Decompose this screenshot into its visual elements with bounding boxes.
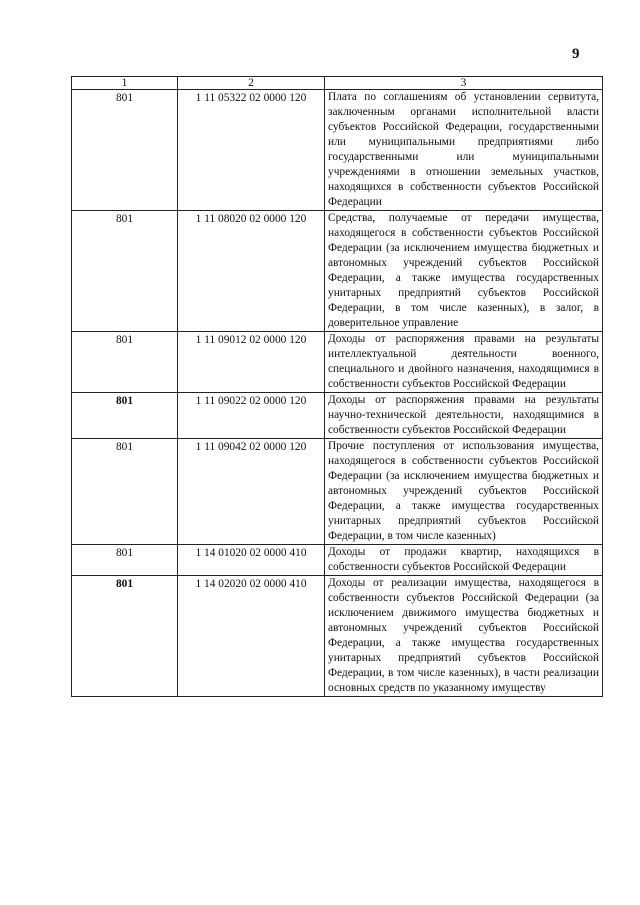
description-cell: Доходы от распоряжения правами на результаты интеллектуальной деятельности военного, специального и двойного назначения, находящимися в собственности субъектов Российской Федерации: [325, 332, 603, 393]
table-header-row: [72, 77, 603, 90]
admin-code-cell: [72, 545, 178, 576]
admin-code-cell: [72, 393, 178, 439]
admin-code-cell: [72, 439, 178, 545]
admin-code-cell: [72, 211, 178, 332]
kbk-code: 1 14 02020 02 0000 410: [195, 578, 307, 590]
kbk-cell: [178, 439, 325, 545]
table-row: [72, 545, 603, 576]
kbk-code: 1 11 09042 02 0000 120: [195, 441, 307, 453]
kbk-code: 1 14 01020 02 0000 410: [195, 547, 307, 559]
table-body: [72, 90, 603, 697]
description-cell: Доходы от реализации имущества, находящегося в собственности субъектов Российской Федерации (за исключением движимого имущества бюджетных и автономных учреждений субъектов Российской Федерации, а также имущества государственных унитарных предприятий субъектов Российской Федерации, в том числе казенных), в части реализации основных средств по указанному имуществу: [325, 576, 603, 697]
table-row: [72, 393, 603, 439]
admin-code: 801: [115, 547, 134, 559]
description-cell: Средства, получаемые от передачи имущества, находящегося в собственности субъектов Российской Федерации (за исключением имущества бюджетных и автономных учреждений субъектов Российской Федерации, а также имущества государственных унитарных предприятий субъектов Российской Федерации, в том числе казенных), в залог, в доверительное управление: [325, 211, 603, 332]
column-header-3: 3: [325, 77, 603, 90]
description-cell: Доходы от продажи квартир, находящихся в собственности субъектов Российской Федерации: [325, 545, 603, 576]
admin-code: 801: [115, 334, 134, 346]
kbk-code: 1 11 09022 02 0000 120: [195, 395, 307, 407]
admin-code-cell: [72, 332, 178, 393]
kbk-code: 1 11 05322 02 0000 120: [195, 92, 307, 104]
kbk-code: 1 11 08020 02 0000 120: [195, 213, 307, 225]
kbk-cell: [178, 211, 325, 332]
admin-code: 801: [115, 441, 134, 453]
kbk-cell: [178, 90, 325, 211]
kbk-code: 1 11 09012 02 0000 120: [195, 334, 307, 346]
kbk-cell: [178, 545, 325, 576]
admin-code: 801: [115, 578, 134, 590]
admin-code: 801: [115, 395, 134, 407]
table-row: [72, 211, 603, 332]
table-row: [72, 576, 603, 697]
kbk-cell: [178, 332, 325, 393]
column-header-2: 2: [178, 77, 325, 90]
column-header-1: 1: [72, 77, 178, 90]
table-row: [72, 90, 603, 211]
kbk-cell: [178, 576, 325, 697]
page-number: 9: [572, 46, 580, 62]
description-cell: Плата по соглашениям об установлении сервитута, заключенным органами исполнительной власти субъектов Российской Федерации, государственными или муниципальными предприятиями либо государственными или муниципальными учреждениями в отношении земельных участков, находящихся в собственности субъектов Российской Федерации: [325, 90, 603, 211]
kbk-cell: [178, 393, 325, 439]
admin-code-cell: [72, 576, 178, 697]
description-cell: Прочие поступления от использования имущества, находящегося в собственности субъектов Российской Федерации (за исключением имущества бюджетных и автономных учреждений субъектов Российской Федерации, а также имущества государственных унитарных предприятий субъектов Российской Федерации, в том числе казенных): [325, 439, 603, 545]
table-row: [72, 332, 603, 393]
admin-code-cell: [72, 90, 178, 211]
table-row: [72, 439, 603, 545]
budget-revenue-table: [71, 76, 603, 697]
description-cell: Доходы от распоряжения правами на результаты научно-технической деятельности, находящимися в собственности субъектов Российской Федерации: [325, 393, 603, 439]
admin-code: 801: [115, 213, 134, 225]
admin-code: 801: [115, 92, 134, 104]
